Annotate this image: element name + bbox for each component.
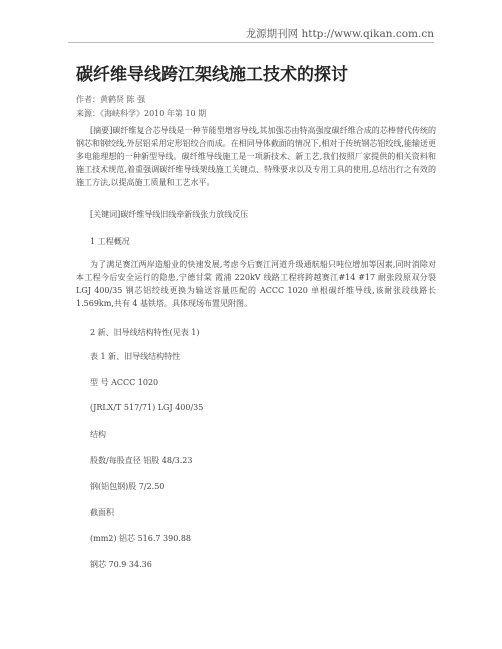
table-line: (JRLX/T 517/71) LGJ 400/35 (90, 403, 204, 412)
table-line: 钢(铝包钢)股 7/2.50 (90, 482, 165, 491)
section-heading-conductor: 2 新、旧导线结构特性(见表 1) (90, 328, 200, 337)
source-line: 来源：《海峡科学》2010 年第 10 期 (76, 109, 207, 118)
table-line: 钢芯 70.9 34.36 (90, 560, 152, 569)
article-title: 碳纤维导线跨江架线施工技术的探讨 (76, 65, 348, 85)
table-line: 结构 (90, 430, 106, 439)
site-header: 龙源期刊网 http://www.qikan.com.cn (245, 28, 434, 40)
table-line: (mm2) 铝芯 516.7 390.88 (90, 534, 192, 543)
table-line: 截面积 (90, 508, 114, 517)
table-line: 型 号 ACCC 1020 (90, 378, 159, 387)
author-line: 作者：黄鹤贤 陈 强 (76, 95, 146, 104)
table-line: 表 1 新、旧导线结构特性 (90, 352, 181, 361)
abstract-paragraph: [摘要]碳纤维复合芯导线是一种节能型增容导线,其加强芯由特高强度碳纤维合成的芯棒替代传统的钢芯和钢绞线,外层铝采用定形铝绞合而成。在相同导体截面的情况下,相对于传统钢芯铝绞线,能输送更多电能理想的一种新型导线。碳纤维导线施工是一项新技术、新工艺,我们按照厂家提供的相关资料和施工技术规范,着重强调碳纤维导线架线施工关键点、特殊要求以及专用工具的使用,总结出行之有效的施工方法,以提高施工质量和工艺水平。 (76, 126, 436, 187)
table-line: 股数/每股直径 铝股 48/3.23 (90, 456, 193, 465)
overview-paragraph: 为了满足赛江两岸造船业的快速发展,考虑今后赛江河道升级通航船只吨位增加等因素,同时消除对本工程今后安全运行的隐患,宁德甘棠 霞浦 220kV 线路工程将跨越赛江#14 #17 耐张段原双分裂 LGJ 400/35 钢芯铝绞线更换为输送容量匹配的 ACCC 1020 单根碳纤维导线,该耐张段线路长 1.569km,共有 4 基铁塔。具体现场布置见附图。 (76, 260, 436, 308)
keywords-line: [关键词]碳纤维导线旧线牵新线张力放线反压 (90, 210, 249, 219)
section-heading-overview: 1 工程概况 (90, 237, 130, 246)
header-divider (68, 42, 434, 43)
